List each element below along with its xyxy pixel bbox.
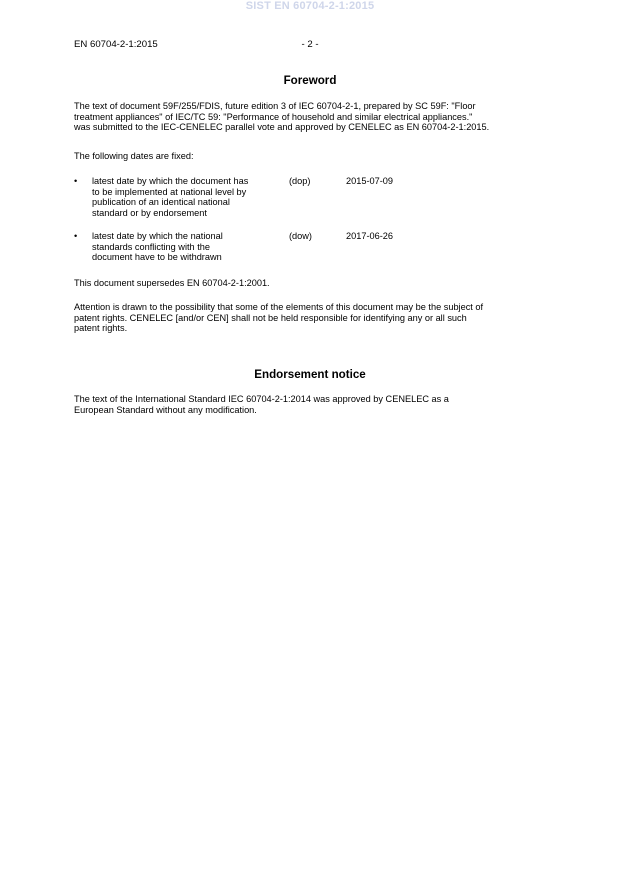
description-line: document have to be withdrawn bbox=[92, 252, 222, 263]
attention-paragraph bbox=[74, 302, 546, 334]
date-value: 2015-07-09 bbox=[346, 176, 393, 186]
date-code: (dop) bbox=[289, 176, 311, 186]
intro-line: was submitted to the IEC-CENELEC parallel vote and approved by CENELEC as EN 60704-2-1:2015. bbox=[74, 122, 490, 133]
description-line: standard or by endorsement bbox=[92, 207, 207, 218]
date-code: (dow) bbox=[289, 231, 312, 241]
foreword-heading: Foreword bbox=[283, 74, 337, 87]
attention-line: patent rights. CENELEC [and/or CEN] shall not be held responsible for identifying any or all such bbox=[74, 312, 467, 323]
date-description bbox=[92, 176, 276, 218]
document-id: EN 60704-2-1:2015 bbox=[74, 39, 158, 50]
date-description bbox=[92, 231, 276, 263]
dates-intro: The following dates are fixed: bbox=[74, 151, 194, 161]
description-line: to be implemented at national level by bbox=[92, 186, 247, 197]
description-line: latest date by which the document has bbox=[92, 176, 249, 186]
endorsement-heading: Endorsement notice bbox=[254, 368, 366, 381]
endorsement-text bbox=[74, 394, 546, 415]
supersedes-statement: This document supersedes EN 60704-2-1:2001. bbox=[74, 278, 270, 288]
attention-line: patent rights. bbox=[74, 323, 128, 334]
bullet: • bbox=[74, 176, 78, 186]
intro-line: The text of document 59F/255/FDIS, future edition 3 of IEC 60704-2-1, prepared by SC 59F: "Floor bbox=[74, 101, 476, 111]
intro-line: treatment appliances" of IEC/TC 59: "Performance of household and similar electrical appliances." bbox=[74, 111, 473, 122]
foreword-intro bbox=[74, 101, 546, 133]
endorsement-line: European Standard without any modification. bbox=[74, 404, 257, 415]
page-header bbox=[74, 39, 546, 51]
watermark-text: SIST EN 60704-2-1:2015 bbox=[245, 0, 375, 12]
date-value: 2017-06-26 bbox=[346, 231, 393, 241]
description-line: latest date by which the national bbox=[92, 231, 223, 241]
endorsement-line: The text of the International Standard IEC 60704-2-1:2014 was approved by CENELEC as a bbox=[74, 394, 449, 404]
description-line: standards conflicting with the bbox=[92, 241, 210, 252]
description-line: publication of an identical national bbox=[92, 197, 230, 208]
page-number: - 2 - bbox=[301, 39, 319, 50]
bullet: • bbox=[74, 231, 78, 241]
attention-line: Attention is drawn to the possibility that some of the elements of this document may be the subject of bbox=[74, 302, 484, 312]
